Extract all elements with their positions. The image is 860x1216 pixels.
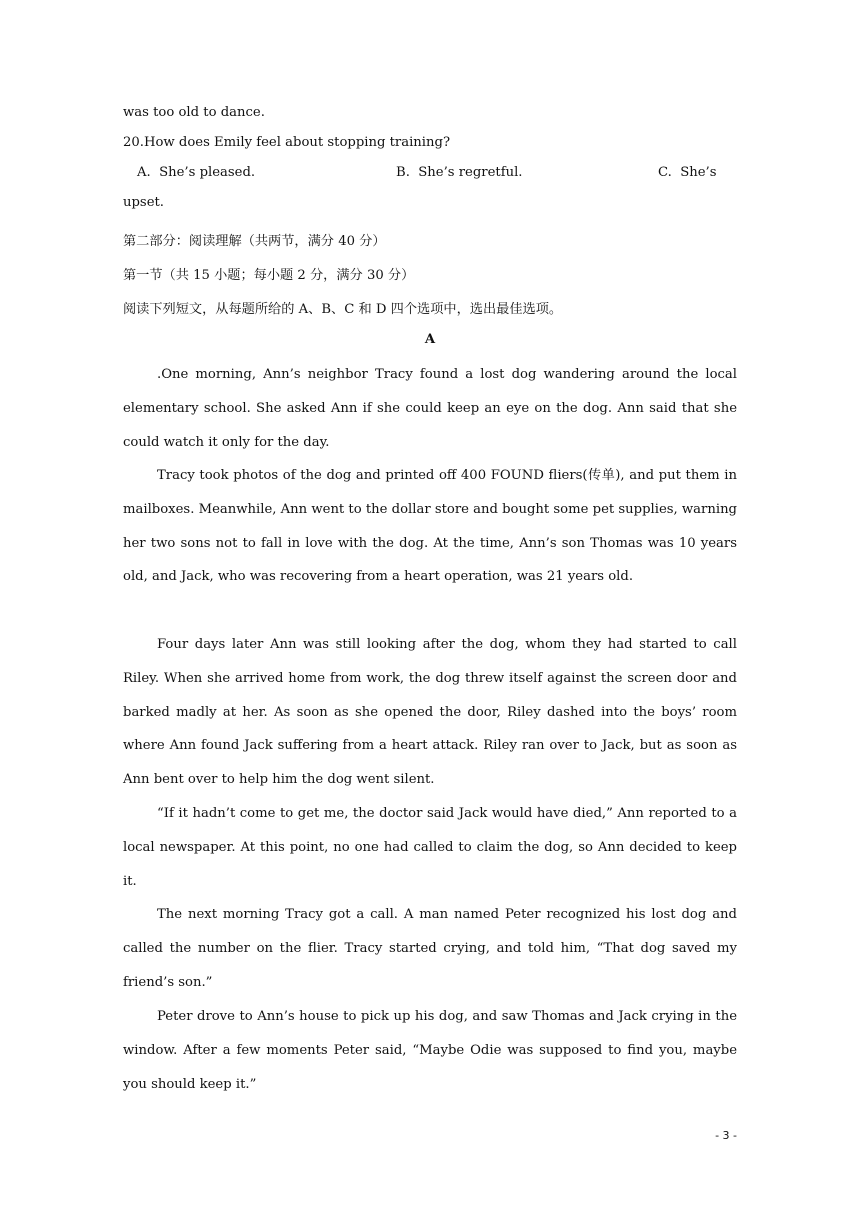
- paragraph-1: .One morning, Ann’s neighbor Tracy found a lost dog wandering around the local elementary school. She asked Ann if she could keep an eye on the dog. Ann said that she could watch it only for the day.: [123, 367, 737, 450]
- paragraph-4: “If it hadn’t come to get me, the doctor said Jack would have died,” Ann reported to a local newspaper. At this point, no one had called to claim the dog, so Ann decided to keep it.: [123, 806, 737, 889]
- paragraph-5: The next morning Tracy got a call. A man named Peter recognized his lost dog and called the number on the flier. Tracy started crying, and told him, “That dog saved my friend’s son.”: [123, 907, 737, 990]
- page-number: - 3 -: [715, 1129, 737, 1142]
- option-c-continued: upset.: [123, 195, 164, 210]
- paragraph-6: Peter drove to Ann’s house to pick up his dog, and saw Thomas and Jack crying in the window. After a few moments Peter said, “Maybe Odie was supposed to find you, maybe you should keep it.”: [123, 1009, 737, 1092]
- document-page: [123, 0, 737, 1216]
- passage-heading: A: [424, 332, 436, 347]
- paragraph-3: Four days later Ann was still looking after the dog, whom they had started to call Riley. When she arrived home from work, the dog threw itself against the screen door and barked madly at her. As soon as she opened the door, Riley dashed into the boys’ room where Ann found Jack suffering from a heart attack. Riley ran over to Jack, but as soon as Ann bent over to help him the dog went silent.: [123, 637, 737, 788]
- prev-question-tail: was too old to dance.: [123, 105, 265, 120]
- option-c: C. She’s: [658, 165, 717, 180]
- part-2-title: 第二部分：阅读理解（共两节，满分 40 分）: [123, 234, 386, 249]
- section-1-title: 第一节（共 15 小题；每小题 2 分，满分 30 分）: [123, 268, 415, 283]
- option-b: B. She’s regretful.: [396, 165, 523, 180]
- paragraph-2: Tracy took photos of the dog and printed off 400 FOUND fliers(传单), and put them in mailboxes. Meanwhile, Ann went to the dollar store and bought some pet supplies, warning her two sons not to fall in love with the dog. At the time, Ann’s son Thomas was 10 years old, and Jack, who was recovering from a heart operation, was 21 years old.: [123, 468, 737, 585]
- option-a: A. She’s pleased.: [137, 165, 256, 180]
- instructions: 阅读下列短文，从每题所给的 A、B、C 和 D 四个选项中，选出最佳选项。: [123, 302, 563, 317]
- question-20: 20.How does Emily feel about stopping training?: [123, 135, 451, 150]
